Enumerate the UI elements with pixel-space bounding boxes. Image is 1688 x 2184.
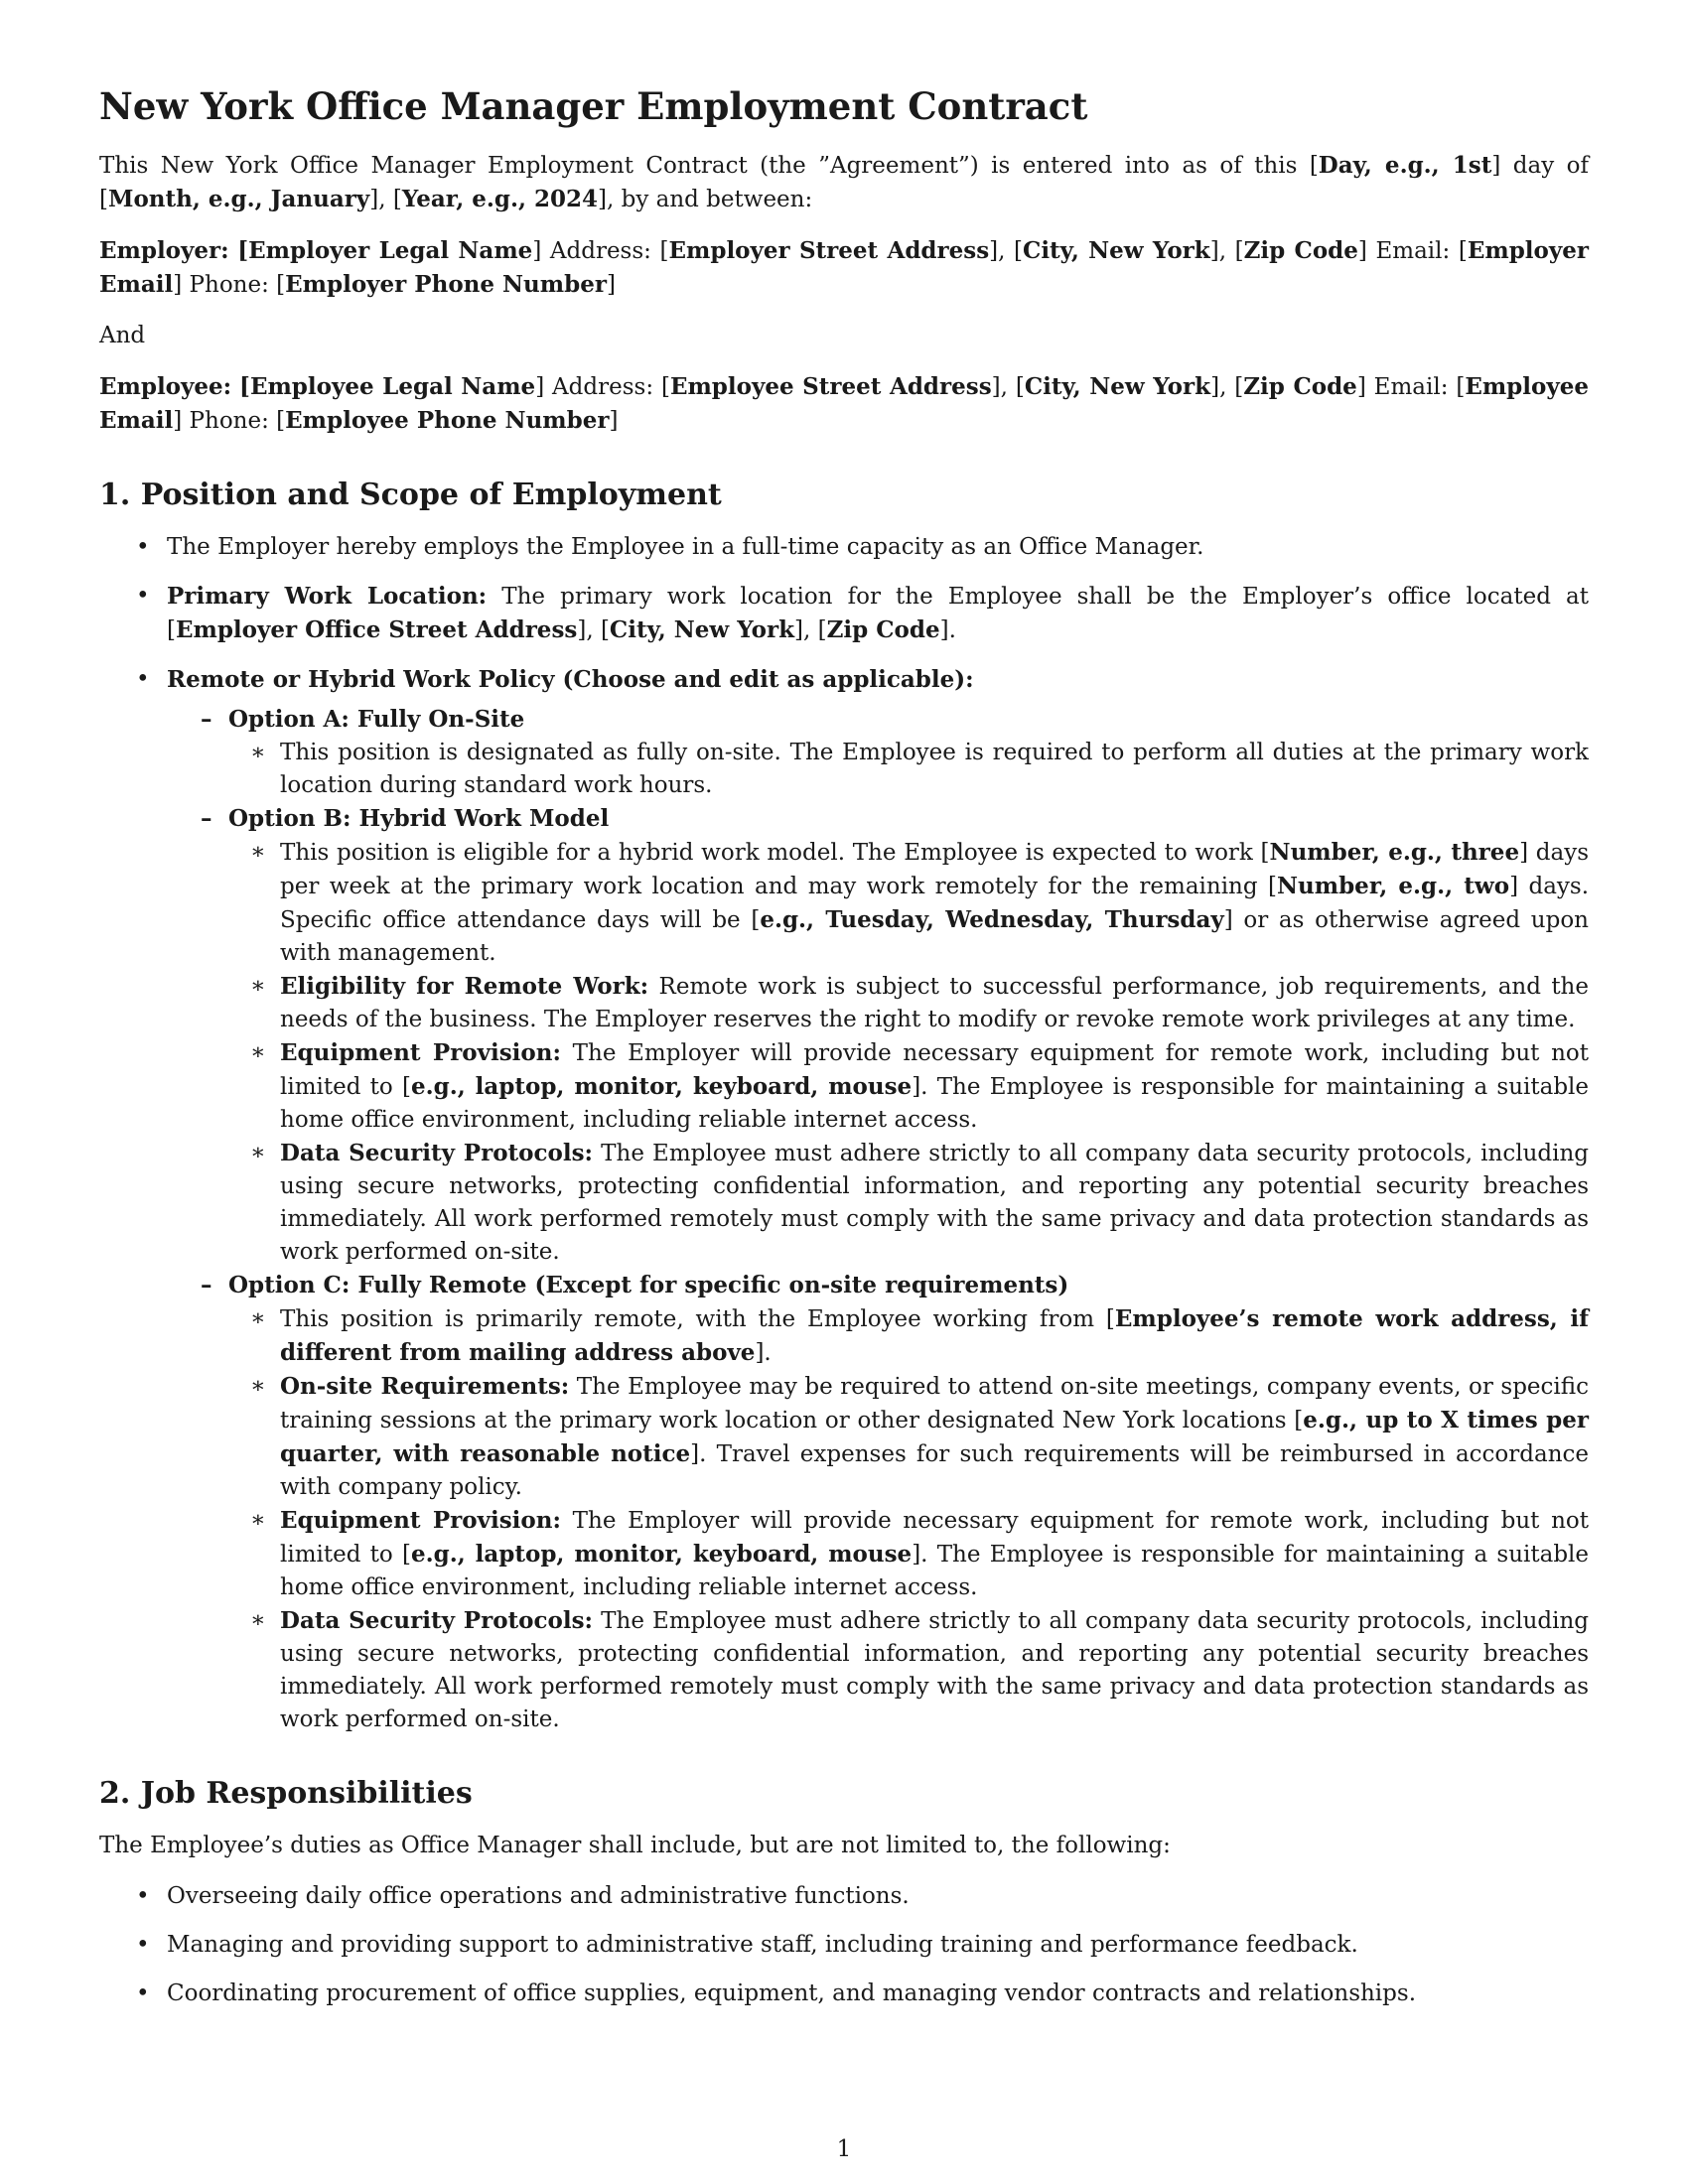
section-2-list: [99, 1880, 1589, 2010]
employee-label: Employee:: [99, 373, 232, 401]
list-item: ∗ This position is eligible for a hybrid work model. The Employee is expected to work [Number, e.g., three] days per week at the primary work location and may work remotely for the remaining [Number, e.g., two] days. Specific office attendance days will be [e.g., Tuesday, Wednesday, Thursday] or as otherwise agreed upon with management.: [228, 836, 1589, 970]
employer-block: Employer: [Employer Legal Name] Address: [Employer Street Address], [City, New York], [Zip Code] Email: [Employer Email] Phone: [Employer Phone Number]: [99, 237, 1589, 299]
month-placeholder: Month, e.g., January: [107, 186, 370, 213]
employee-block: Employee: [Employee Legal Name] Address: [Employee Street Address], [City, New York], [Zip Code] Email: [Employee Email] Phone: [Employee Phone Number]: [99, 373, 1589, 435]
list-item: ∗ Equipment Provision: The Employer will provide necessary equipment for remote work, including but not limited to [e.g., laptop, monitor, keyboard, mouse]. The Employee is responsible for maintaining a suitable home office environment, including reliable internet access.: [228, 1036, 1589, 1137]
employer-label: Employer:: [99, 237, 229, 265]
section-1-heading: 1. Position and Scope of Employment: [99, 478, 722, 513]
list-item: • Remote or Hybrid Work Policy (Choose and edit as applicable): – Option A: Fully On-Site ∗ This position is designated as fully on-site. The Employee is required to perform all duties at the primary work location during standard work hours. – Option B: Hybrid Work Model ∗ This position is eligible for a hybrid work model. The Employee is expected to work [Number, e.g., three] days per week at the primary work location and may work remotely for the remaining [Number, e.g., two] days. Specific office attendance days will be [e.g., Tuesday, Wednesday, Thursday] or as otherwise agreed upon with management. ∗ Eligibility for Remote Work: Remote work is subject to successful performance, job requirements, and the needs of the business. The Employer reserves the right to modify or revoke remote work privileges at any time. ∗ Equipment Provision: The Employer will provide necessary equipment for remote work, including but not limited to [e.g., laptop, monitor, keyboard, mouse]. The Employee is responsible for maintaining a suitable home office environment, including reliable internet access. ∗ Data Security Protocols: The Employee must adhere strictly to all company data security protocols, including using secure networks, protecting confidential information, and reporting any potential security breaches immediately. All work performed remotely must comply with the same privacy and data protection standards as work performed on-site. – Option C: Fully Remote (Except for specific on-site requirements) ∗ This position is primarily remote, with the Employee working from [Employee’s remote work address, if different from mailing address above]. ∗ On-site Requirements: The Employee may be required to attend on-site meetings, company events, or specific training sessions at the primary work location or other designated New York locations [e.g., up to X times per quarter, with reasonable notice]. Travel expenses for such requirements will be reimbursed in accordance with company policy. ∗ Equipment Provision: The Employer will provide necessary equipment for remote work, including but not limited to [e.g., laptop, monitor, keyboard, mouse]. The Employee is responsible for maintaining a suitable home office environment, including reliable internet access. ∗ Data Security Protocols: The Employee must adhere strictly to all company data security protocols, including using secure networks, protecting confidential information, and reporting any potential security breaches immediately. All work performed remotely must comply with the same privacy and data protection standards as work performed on-site.: [99, 663, 1589, 1736]
list-item: ∗ Eligibility for Remote Work: Remote work is subject to successful performance, job requirements, and the needs of the business. The Employer reserves the right to modify or revoke remote work privileges at any time.: [228, 970, 1589, 1036]
option-c: – Option C: Fully Remote (Except for specific on-site requirements) ∗ This position is primarily remote, with the Employee working from [Employee’s remote work address, if different from mailing address above]. ∗ On-site Requirements: The Employee may be required to attend on-site meetings, company events, or specific training sessions at the primary work location or other designated New York locations [e.g., up to X times per quarter, with reasonable notice]. Travel expenses for such requirements will be reimbursed in accordance with company policy. ∗ Equipment Provision: The Employer will provide necessary equipment for remote work, including but not limited to [e.g., laptop, monitor, keyboard, mouse]. The Employee is responsible for maintaining a suitable home office environment, including reliable internet access. ∗ Data Security Protocols: The Employee must adhere strictly to all company data security protocols, including using secure networks, protecting confidential information, and reporting any potential security breaches immediately. All work performed remotely must comply with the same privacy and data protection standards as work performed on-site.: [167, 1269, 1589, 1736]
option-a: – Option A: Fully On-Site ∗ This position is designated as fully on-site. The Employee is required to perform all duties at the primary work location during standard work hours.: [167, 703, 1589, 802]
document-page: [99, 83, 1589, 2026]
intro-paragraph: This New York Office Manager Employment Contract (the ”Agreement”) is entered into as of this [Day, e.g., 1st] day of [Month, e.g., January], [Year, e.g., 2024], by and between:: [99, 152, 1589, 213]
list-item: • Coordinating procurement of office supplies, equipment, and managing vendor contracts and relationships.: [99, 1978, 1589, 2010]
list-item: ∗ This position is primarily remote, with the Employee working from [Employee’s remote work address, if different from mailing address above].: [228, 1302, 1589, 1370]
list-item: • The Employer hereby employs the Employee in a full-time capacity as an Office Manager.: [99, 531, 1589, 564]
list-item: ∗ On-site Requirements: The Employee may be required to attend on-site meetings, company events, or specific training sessions at the primary work location or other designated New York locations [e.g., up to X times per quarter, with reasonable notice]. Travel expenses for such requirements will be reimbursed in accordance with company policy.: [228, 1370, 1589, 1504]
list-item: • Overseeing daily office operations and administrative functions.: [99, 1880, 1589, 1913]
and-text: And: [99, 323, 146, 349]
year-placeholder: Year, e.g., 2024: [401, 186, 598, 213]
section-1-list: [99, 531, 1589, 1736]
list-item: • Managing and providing support to administrative staff, including training and performance feedback.: [99, 1929, 1589, 1962]
list-item: ∗ This position is designated as fully on-site. The Employee is required to perform all duties at the primary work location during standard work hours.: [228, 737, 1589, 802]
section-2-intro: The Employee’s duties as Office Manager shall include, but are not limited to, the following:: [99, 1833, 1171, 1859]
list-item: ∗ Data Security Protocols: The Employee must adhere strictly to all company data security protocols, including using secure networks, protecting confidential information, and reporting any potential security breaches immediately. All work performed remotely must comply with the same privacy and data protection standards as work performed on-site.: [228, 1137, 1589, 1269]
option-b: – Option B: Hybrid Work Model ∗ This position is eligible for a hybrid work model. The Employee is expected to work [Number, e.g., three] days per week at the primary work location and may work remotely for the remaining [Number, e.g., two] days. Specific office attendance days will be [e.g., Tuesday, Wednesday, Thursday] or as otherwise agreed upon with management. ∗ Eligibility for Remote Work: Remote work is subject to successful performance, job requirements, and the needs of the business. The Employer reserves the right to modify or revoke remote work privileges at any time. ∗ Equipment Provision: The Employer will provide necessary equipment for remote work, including but not limited to [e.g., laptop, monitor, keyboard, mouse]. The Employee is responsible for maintaining a suitable home office environment, including reliable internet access. ∗ Data Security Protocols: The Employee must adhere strictly to all company data security protocols, including using secure networks, protecting confidential information, and reporting any potential security breaches immediately. All work performed remotely must comply with the same privacy and data protection standards as work performed on-site.: [167, 802, 1589, 1269]
list-item: ∗ Equipment Provision: The Employer will provide necessary equipment for remote work, including but not limited to [e.g., laptop, monitor, keyboard, mouse]. The Employee is responsible for maintaining a suitable home office environment, including reliable internet access.: [228, 1504, 1589, 1604]
document-title: New York Office Manager Employment Contract: [99, 84, 1088, 128]
day-placeholder: Day, e.g., 1st: [1318, 152, 1492, 180]
list-item: ∗ Data Security Protocols: The Employee must adhere strictly to all company data security protocols, including using secure networks, protecting confidential information, and reporting any potential security breaches immediately. All work performed remotely must comply with the same privacy and data protection standards as work performed on-site.: [228, 1604, 1589, 1736]
options-list: [167, 703, 1589, 1736]
list-item: • Primary Work Location: The primary work location for the Employee shall be the Employer’s office located at [Employer Office Street Address], [City, New York], [Zip Code].: [99, 580, 1589, 647]
page-number: 1: [836, 2136, 852, 2162]
section-2-heading: 2. Job Responsibilities: [99, 1776, 473, 1812]
